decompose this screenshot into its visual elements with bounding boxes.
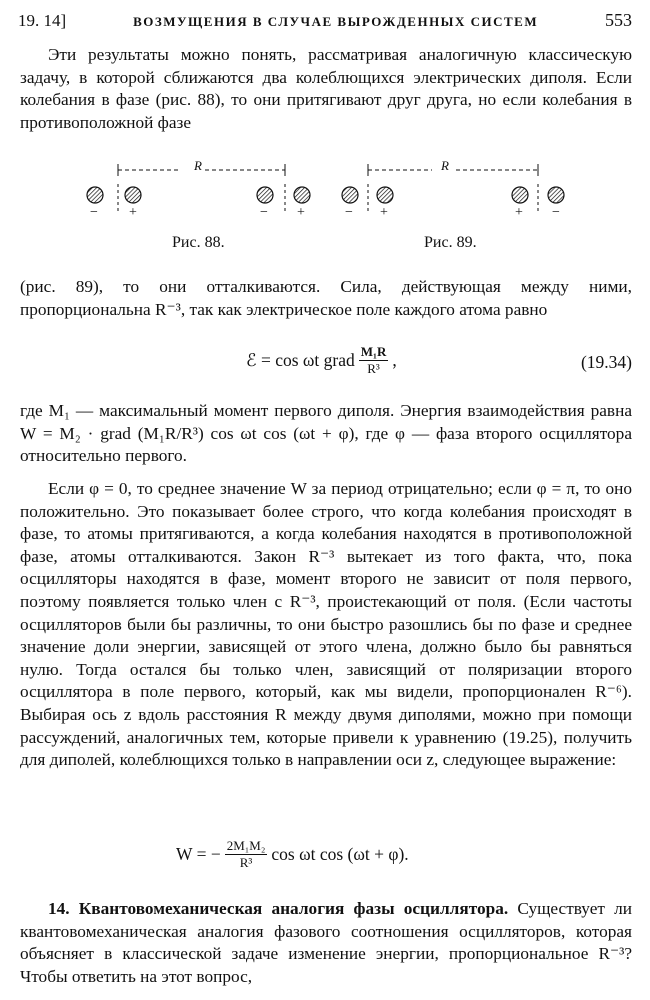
paragraph-1: Эти результаты можно понять, рассматривая аналогичную классическую задачу, в которой сближаются два колеблющихся электрических диполя. Если колебания в фазе (рис. 88), то они притягивают друг друга, но если колебания в противоположной фазе [20, 45, 632, 132]
figure-89-diagram [342, 164, 564, 214]
paragraph-3: где M₁ — максимальный момент первого диполя. Энергия взаимодействия равна W = M₂ · grad (M₁R/R³) cos ωt cos (ωt + φ), где φ — фаза второго осциллятора относительно первого. [20, 401, 632, 466]
figures-88-89 [0, 148, 650, 258]
formula-w [176, 838, 409, 871]
formula1-numerator: M₁R [360, 344, 387, 359]
section-14 [20, 898, 632, 988]
formula1-lhs: ℰ = cos ωt grad [246, 350, 355, 370]
running-title: ВОЗМУЩЕНИЯ В СЛУЧАЕ ВЫРОЖДЕННЫХ СИСТЕМ [133, 14, 539, 29]
fig89-distance-label: R [441, 158, 449, 173]
equation-number: (19.34) [580, 352, 632, 372]
page-number: 553 [605, 10, 632, 30]
paragraph-4: Если φ = 0, то среднее значение W за период отрицательно; если φ = π, то оно положительно. Это показывает более строго, что когда колебания происходят в фазе, то атомы притягиваются, а когда колебания находятся в противоположной фазе, атомы отталкиваются. Закон R⁻³ вытекает из того факта, что, пока осцилляторы находятся в фазе, момент второго не зависит от поля первого, поэтому появляется только член с R⁻³, проистекающий от поля. (Если частоты осцилляторов были бы различны, то они быстро разошлись бы по фазе и среднее значение доли энергии, зависящей от этого члена, должно было бы равняться нулю. Тогда остался бы только член, зависящий от поляризации второго осциллятора в поле первого, который, как мы видели, пропорционален R⁻⁶). Выбирая ось z вдоль расстояния R между двумя диполями, можно при помощи рассуждений, аналогичных тем, которые привели к уравнению (19.25), получить для диполей, колеблющихся только в направлении оси z, следующее выражение: [20, 479, 632, 770]
formula2-tail: cos ωt cos (ωt + φ). [271, 844, 409, 864]
fig89-caption: Рис. 89. [424, 234, 477, 251]
formula-19-34 [246, 344, 397, 377]
formula2-numerator: 2M₁M₂ [226, 838, 266, 853]
fig89-sign-3: + [515, 205, 523, 220]
fig88-sign-2: + [129, 205, 137, 220]
fig89-sign-4: − [552, 205, 560, 220]
fig88-sign-1: − [90, 205, 98, 220]
fig88-sign-3: − [260, 205, 268, 220]
formula1-tail: , [392, 350, 397, 370]
section-14-title: 14. Квантовомеханическая аналогия фазы осциллятора. [48, 899, 509, 918]
formula2-fraction [225, 838, 268, 871]
fig88-sign-4: + [297, 205, 305, 220]
formula2-denominator: R³ [239, 855, 253, 870]
section-14-text: Существует ли квантовомеханическая аналогия фазового соотношения осцилляторов, которая объясняет в классической задаче изменение энергии, пропорциональное R⁻³? Чтобы ответить на этот вопрос, [20, 899, 632, 986]
formula2-lhs: W = − [176, 844, 221, 864]
fig89-sign-1: − [345, 205, 353, 220]
paragraph-2: (рис. 89), то они отталкиваются. Сила, действующая между ними, пропорциональна R⁻³, так как электрическое поле каждого атома равно [20, 277, 632, 319]
section-ref: 19. 14] [18, 11, 67, 30]
fig88-caption: Рис. 88. [172, 234, 225, 251]
fig88-distance-label: R [194, 158, 202, 173]
formula1-denominator: R³ [367, 361, 380, 376]
fig89-sign-2: + [380, 205, 388, 220]
formula1-fraction [359, 344, 389, 377]
dipole-diagrams [0, 148, 650, 258]
page-header [18, 10, 632, 36]
